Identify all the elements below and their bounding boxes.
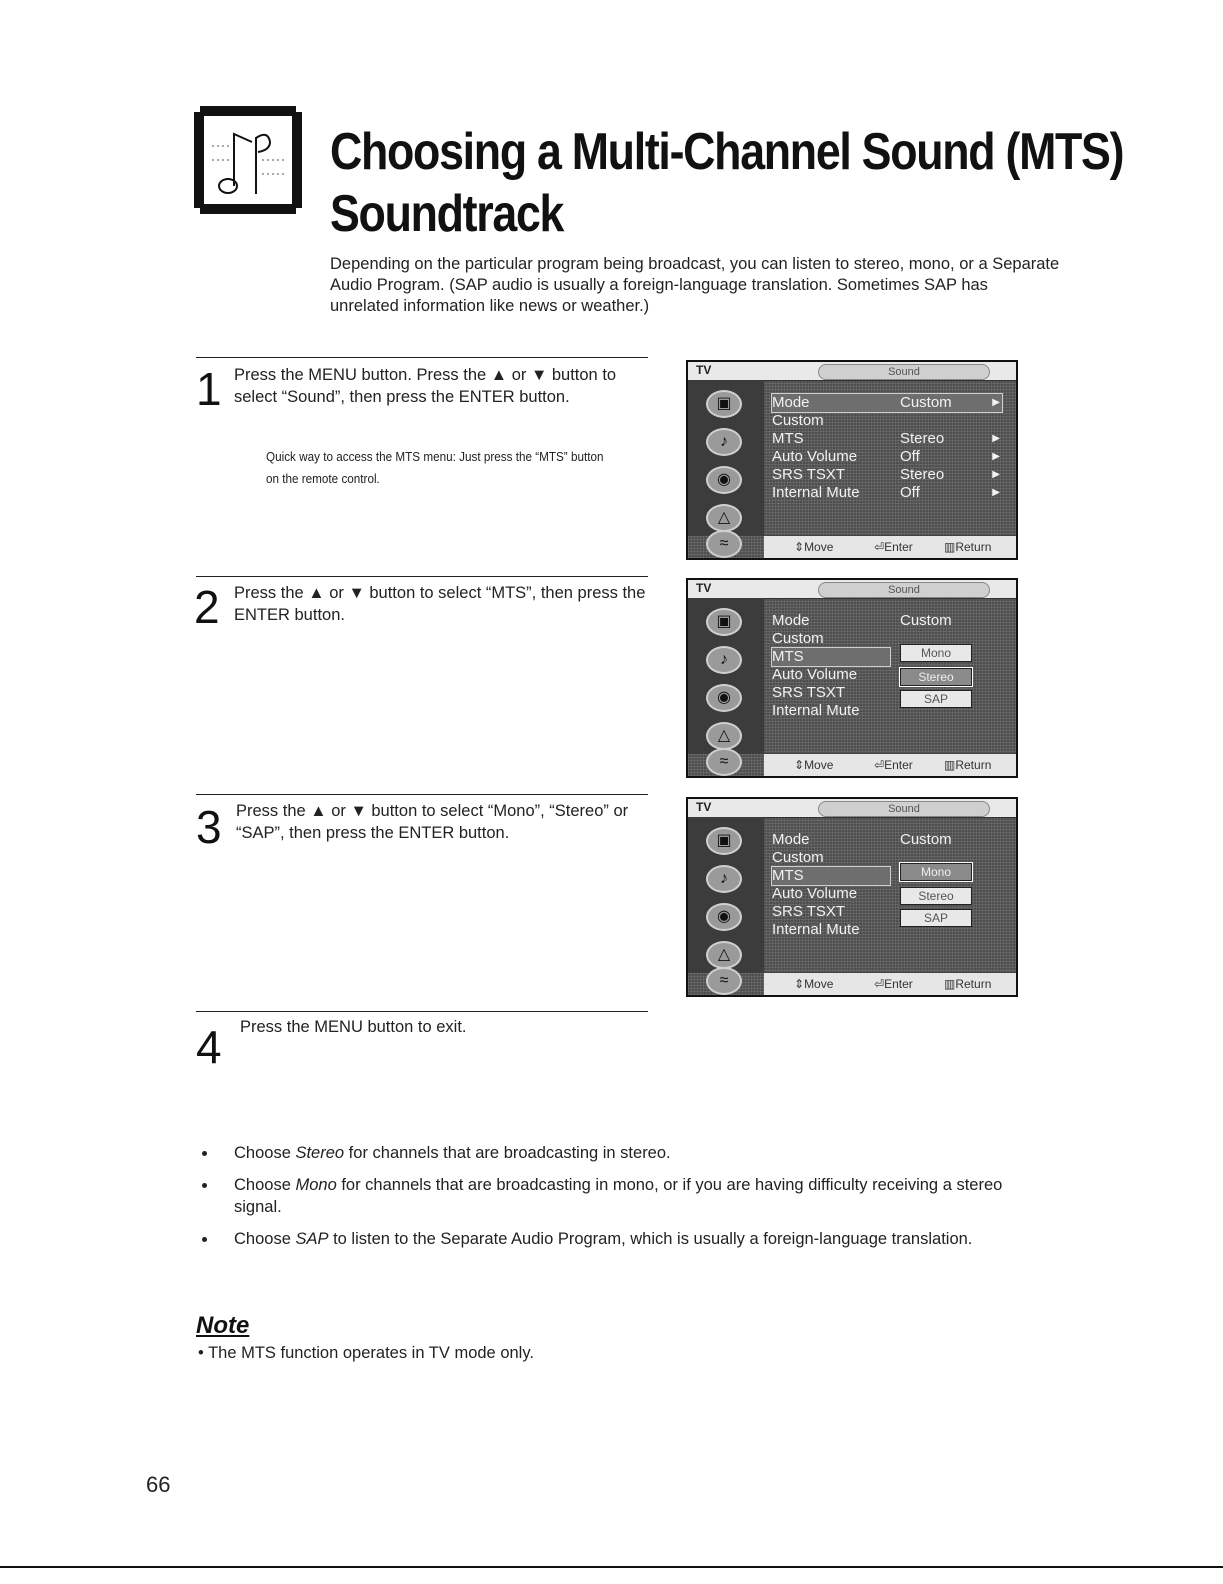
osd-row-label: MTS: [772, 648, 804, 665]
osd-topbar: [688, 580, 1016, 599]
osd-row-custom: [772, 412, 1002, 430]
channel-icon: ◉: [706, 684, 742, 712]
step2-number: 2: [194, 581, 220, 633]
osd-enter: ⏎ Enter: [874, 540, 913, 554]
tv-screen-step1: [686, 360, 1018, 560]
osd-bottombar: [764, 972, 1016, 995]
osd-return: ▥ Return: [944, 540, 992, 554]
osd-row-auto-volume: [772, 448, 1002, 466]
osd-row-mts: [772, 867, 890, 885]
osd-sidebar: [688, 817, 764, 989]
osd-move: ⇕ Move: [794, 758, 834, 772]
osd-row-label: Mode: [772, 394, 810, 411]
sound-icon: ♪: [706, 428, 742, 456]
osd-option-stereo: Stereo: [900, 887, 972, 905]
right-arrow-icon: ▶: [992, 433, 1000, 444]
picture-icon: ▣: [706, 827, 742, 855]
osd-row-label: MTS: [772, 867, 804, 884]
page-title-line2: Soundtrack: [330, 185, 564, 243]
sound-icon: ♪: [706, 646, 742, 674]
picture-icon: ▣: [706, 390, 742, 418]
osd-move: ⇕ Move: [794, 977, 834, 991]
osd-move: ⇕ Move: [794, 540, 834, 554]
step1-text: Press the MENU button. Press the ▲ or ▼ button to select “Sound”, then press the ENTER button.: [234, 366, 617, 406]
bullet-dot: [202, 1151, 207, 1156]
bullet-stereo: Choose Stereo for channels that are broadcasting in stereo.: [234, 1144, 671, 1162]
osd-row-internal-mute: [772, 484, 1002, 502]
step3-rule: [196, 794, 648, 795]
note-heading: Note: [196, 1312, 250, 1339]
music-note-icon: [194, 106, 302, 214]
osd-bottombar: [764, 535, 1016, 558]
osd-row-label: Mode: [772, 831, 810, 848]
osd-tv-label: TV: [696, 363, 712, 377]
osd-tv-label: TV: [696, 581, 712, 595]
input-icon: ≈: [706, 530, 742, 558]
channel-icon: ◉: [706, 903, 742, 931]
sound-icon: ♪: [706, 865, 742, 893]
osd-row-label: Custom: [772, 630, 824, 647]
step2-rule: [196, 576, 648, 577]
osd-bottombar: [764, 753, 1016, 776]
step1-number: 1: [196, 363, 222, 415]
osd-row-label: Auto Volume: [772, 666, 858, 683]
osd-row-srs-tsxt: [772, 466, 1002, 484]
setup-icon: △: [706, 504, 742, 532]
step4-rule: [196, 1011, 648, 1012]
osd-sound-tab: Sound: [818, 364, 990, 380]
osd-row-value: Custom: [900, 612, 952, 629]
osd-row-value: Custom: [900, 394, 952, 411]
osd-row-label: Internal Mute: [772, 702, 860, 719]
right-arrow-icon: ▶: [992, 451, 1000, 462]
osd-row-label: SRS TSXT: [772, 903, 846, 920]
bullet-sap: Choose SAP to listen to the Separate Audio Program, which is usually a foreign-language translation.: [234, 1230, 973, 1248]
right-arrow-icon: ▶: [992, 469, 1000, 480]
step3-text: Press the ▲ or ▼ button to select “Mono”, “Stereo” or “SAP”, then press the ENTER button.: [236, 802, 629, 842]
osd-row-mode: [772, 394, 1002, 412]
osd-row-value: Off: [900, 448, 920, 465]
step4-text: Press the MENU button to exit.: [240, 1018, 467, 1036]
intro-paragraph: Depending on the particular program being broadcast, you can listen to stereo, mono, or a Separate Audio Program. (SAP audio is usually a foreign-language translation. Sometimes SAP has unrelated information like news or weather.): [330, 255, 1060, 315]
osd-row-value: Stereo: [900, 466, 945, 483]
bullet-mono: Choose Mono for channels that are broadcasting in mono, or if you are having difficulty receiving a stereo signal.: [234, 1176, 1003, 1216]
osd-row-label: MTS: [772, 430, 804, 447]
page-title-line1: Choosing a Multi-Channel Sound (MTS): [330, 123, 1124, 181]
step2-text: Press the ▲ or ▼ button to select “MTS”, then press the ENTER button.: [234, 584, 646, 624]
osd-return: ▥ Return: [944, 977, 992, 991]
osd-topbar: [688, 799, 1016, 818]
osd-option-sap: SAP: [900, 909, 972, 927]
osd-row-mode: [772, 612, 1002, 630]
osd-return: ▥ Return: [944, 758, 992, 772]
osd-enter: ⏎ Enter: [874, 977, 913, 991]
input-icon: ≈: [706, 967, 742, 995]
right-arrow-icon: ▶: [992, 487, 1000, 498]
osd-row-value: Custom: [900, 831, 952, 848]
osd-sidebar: [688, 598, 764, 770]
osd-option-mono: Mono: [900, 644, 972, 662]
setup-icon: △: [706, 941, 742, 969]
osd-row-label: SRS TSXT: [772, 466, 846, 483]
step3-number: 3: [196, 801, 222, 853]
page-number: 66: [146, 1472, 171, 1497]
note-text: • The MTS function operates in TV mode only.: [198, 1344, 534, 1362]
osd-option-mono: Mono: [900, 863, 972, 881]
picture-icon: ▣: [706, 608, 742, 636]
osd-row-label: Internal Mute: [772, 921, 860, 938]
bullet-dot: [202, 1183, 207, 1188]
music-note-graphic: [204, 116, 292, 204]
osd-row-label: Auto Volume: [772, 885, 858, 902]
osd-row-label: Mode: [772, 612, 810, 629]
osd-row-mode: [772, 831, 1002, 849]
osd-sound-tab: Sound: [818, 582, 990, 598]
osd-row-value: Stereo: [900, 430, 945, 447]
osd-row-label: Internal Mute: [772, 484, 860, 501]
step1-tip: Quick way to access the MTS menu: Just press the “MTS” button on the remote control.: [266, 449, 604, 486]
osd-sidebar: [688, 380, 764, 552]
osd-row-value: Off: [900, 484, 920, 501]
osd-topbar: [688, 362, 1016, 381]
bullet-dot: [202, 1237, 207, 1242]
osd-option-sap: SAP: [900, 690, 972, 708]
osd-row-label: Custom: [772, 849, 824, 866]
osd-sound-tab: Sound: [818, 801, 990, 817]
setup-icon: △: [706, 722, 742, 750]
osd-row-mts: [772, 430, 1002, 448]
osd-row-label: SRS TSXT: [772, 684, 846, 701]
osd-option-stereo: Stereo: [900, 668, 972, 686]
osd-enter: ⏎ Enter: [874, 758, 913, 772]
tv-screen-step3: [686, 797, 1018, 997]
page-bottom-rule: [0, 1566, 1223, 1568]
step1-rule: [196, 357, 648, 358]
osd-row-label: Custom: [772, 412, 824, 429]
osd-row-label: Auto Volume: [772, 448, 858, 465]
osd-row-mts: [772, 648, 890, 666]
input-icon: ≈: [706, 748, 742, 776]
tv-screen-step2: [686, 578, 1018, 778]
right-arrow-icon: ▶: [992, 397, 1000, 408]
step4-number: 4: [196, 1021, 222, 1073]
channel-icon: ◉: [706, 466, 742, 494]
osd-tv-label: TV: [696, 800, 712, 814]
